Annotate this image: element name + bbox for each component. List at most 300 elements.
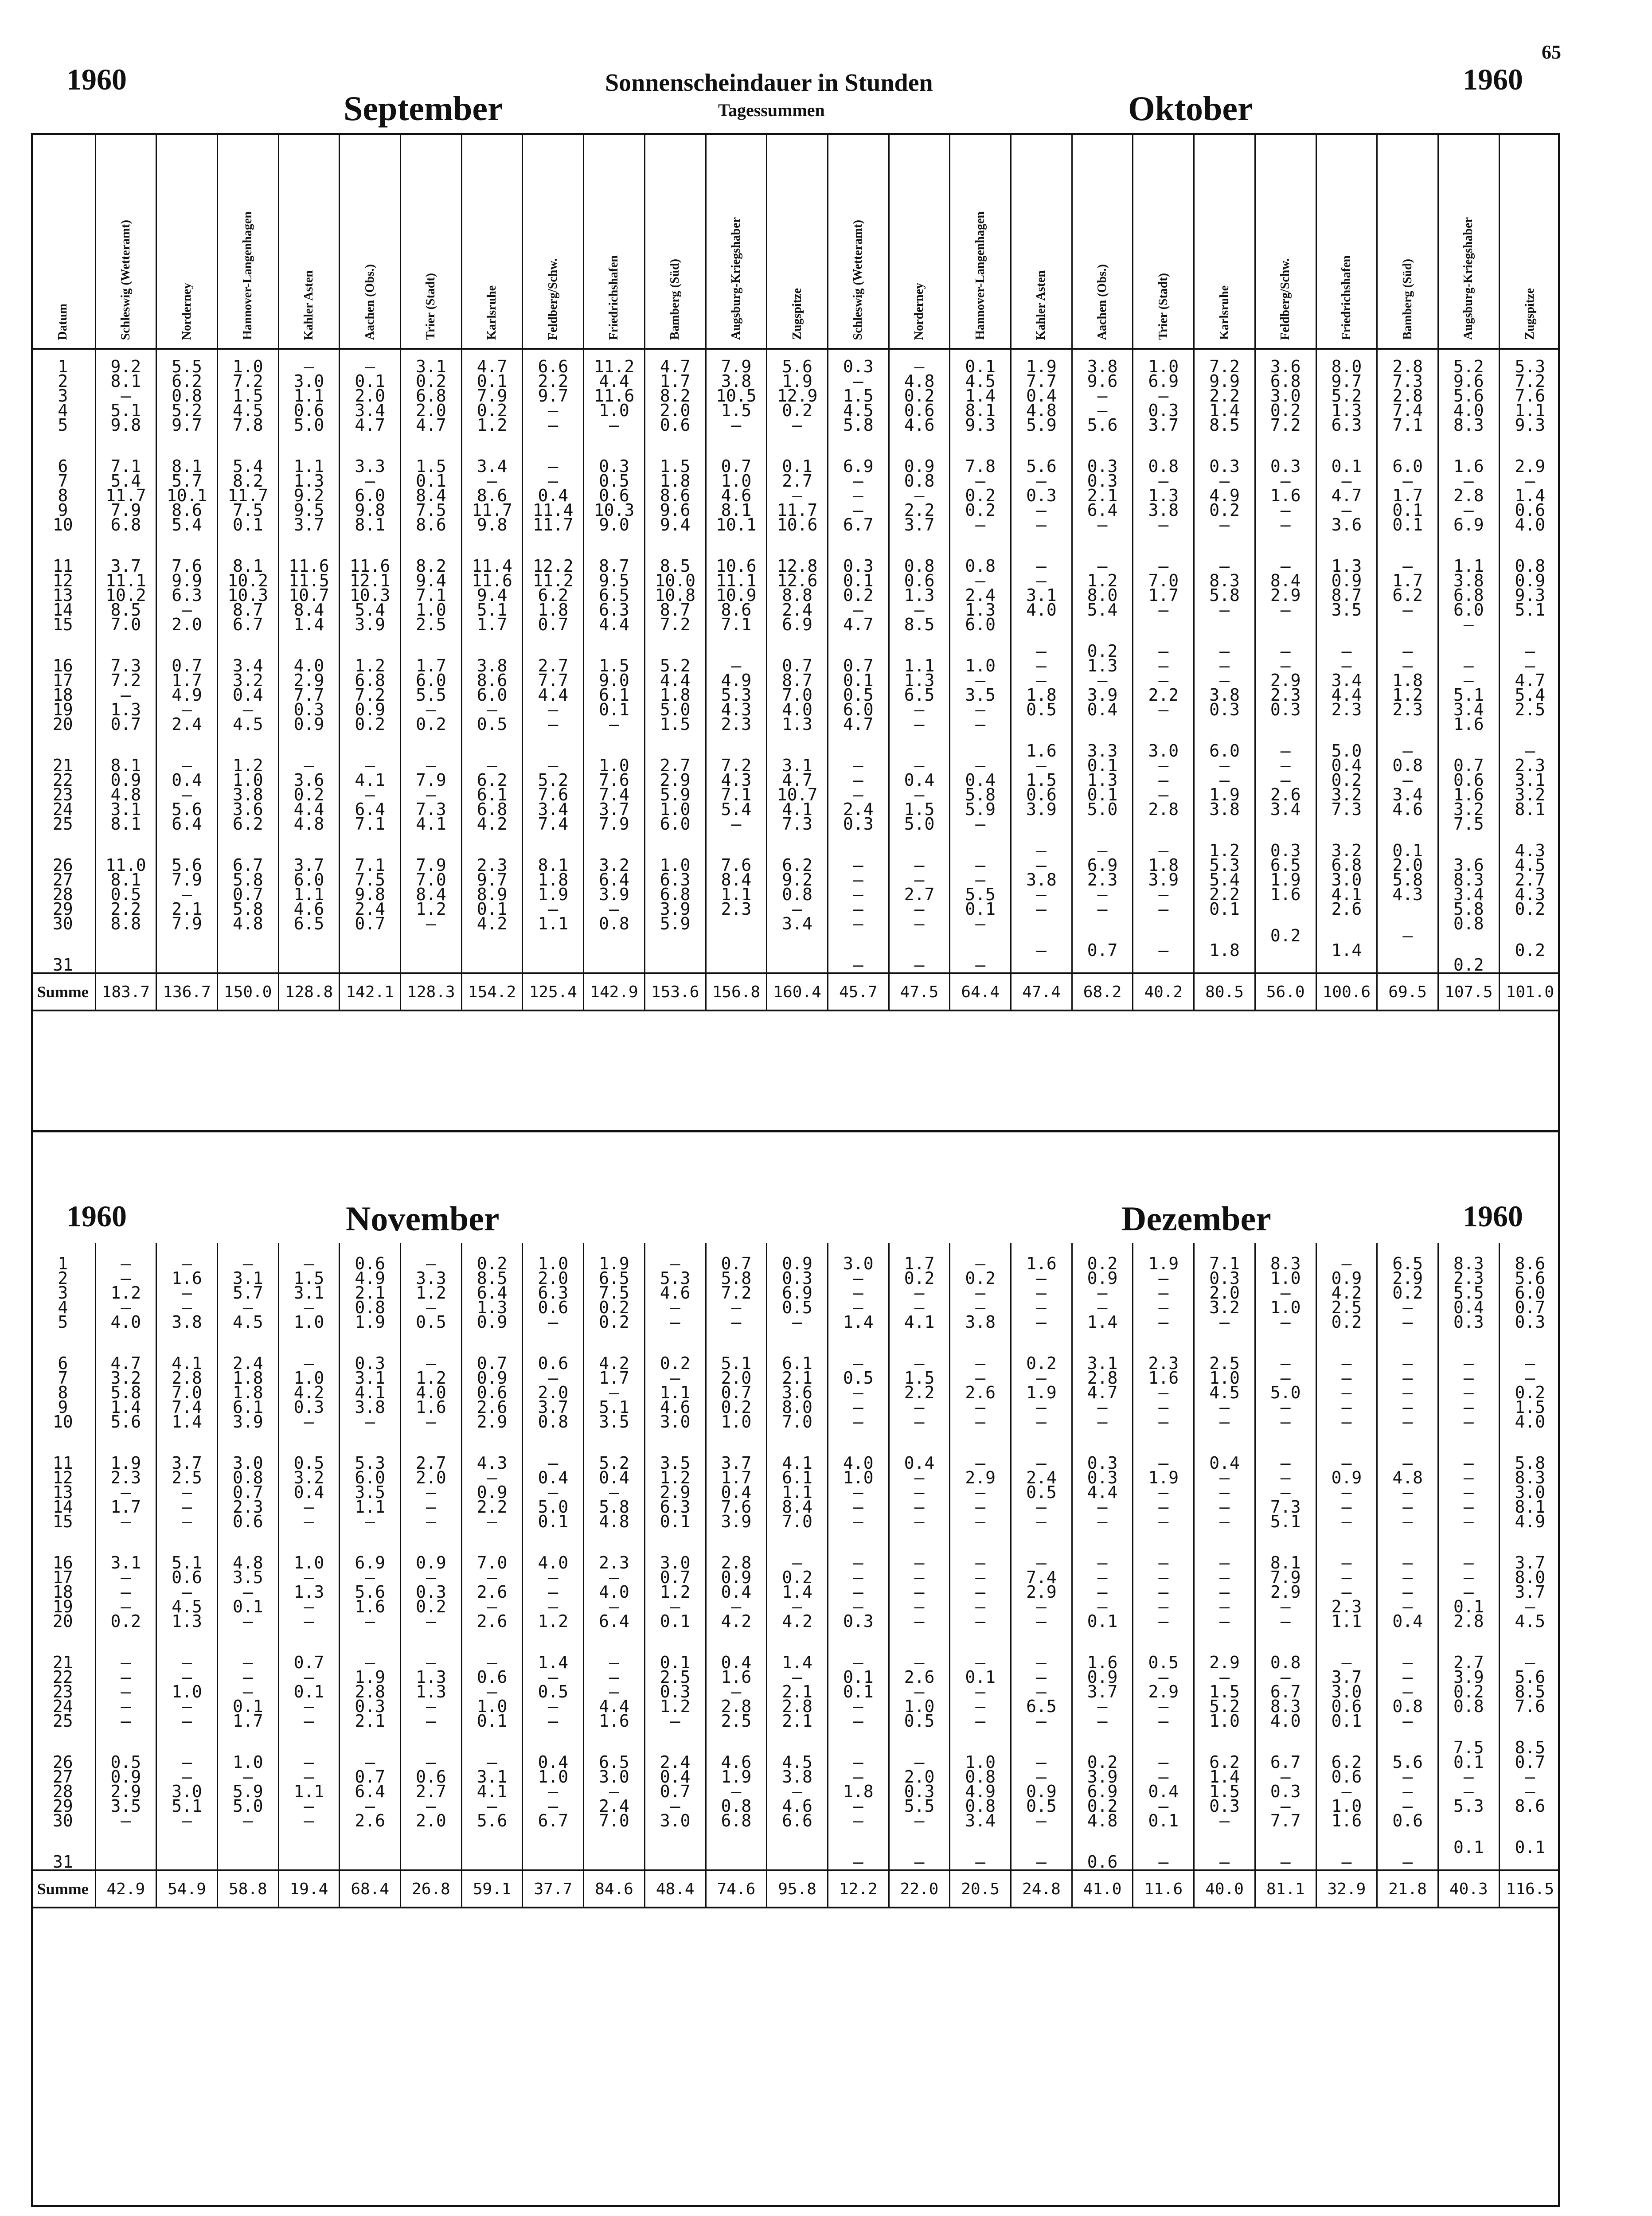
cell-value: – xyxy=(1402,1553,1413,1572)
cell-value: 2.6 xyxy=(476,1397,508,1417)
cell-value: – xyxy=(182,600,192,620)
cell-value: 0.1 xyxy=(1087,1611,1118,1631)
cell-value: – xyxy=(1097,1412,1108,1432)
cell-value: 2.6 xyxy=(904,1667,935,1687)
cell-value: – xyxy=(853,1553,863,1572)
cell-value: 3.0 xyxy=(1148,741,1179,761)
cell-value: 2.3 xyxy=(721,899,752,919)
table-november-dezember xyxy=(31,1243,1560,1908)
sum-value: 95.8 xyxy=(767,1870,828,1908)
cell-value: 8.5 xyxy=(110,600,141,620)
cell-value: – xyxy=(975,855,986,875)
cell-value: – xyxy=(1158,1268,1169,1288)
cell-value: 6.9 xyxy=(1087,855,1118,875)
cell-value: 8.8 xyxy=(782,585,812,605)
cell-value: 1.3 xyxy=(1331,556,1362,576)
cell-value: 8.4 xyxy=(1270,571,1301,590)
cell-value: 4.1 xyxy=(782,1453,812,1473)
cell-value: – xyxy=(1158,885,1169,904)
cell-value: 1.7 xyxy=(172,671,202,690)
cell-value: 4.2 xyxy=(476,914,508,933)
cell-value: – xyxy=(1341,1453,1352,1473)
cell-value: 0.2 xyxy=(1270,401,1301,420)
day-number: 21 xyxy=(52,1653,73,1672)
cell-value: 4.7 xyxy=(660,357,691,376)
station-column xyxy=(1072,349,1133,973)
cell-value: 4.0 xyxy=(1515,515,1546,534)
cell-value: – xyxy=(792,1667,803,1687)
cell-value: – xyxy=(731,814,742,834)
sum-value: 84.6 xyxy=(584,1870,645,1908)
cell-value: – xyxy=(609,415,619,435)
cell-value: 3.0 xyxy=(1331,1682,1362,1701)
cell-value: 0.3 xyxy=(1515,1312,1546,1332)
cell-value: 7.1 xyxy=(355,855,385,875)
station-name: Norderney xyxy=(180,282,194,340)
cell-value: 9.7 xyxy=(476,870,508,890)
cell-value: – xyxy=(1463,1497,1474,1517)
cell-value: 7.2 xyxy=(355,685,385,705)
cell-value: 5.6 xyxy=(172,800,202,819)
cell-value: 0.7 xyxy=(1453,756,1484,775)
cell-value: 6.2 xyxy=(232,814,263,834)
cell-value: 4.6 xyxy=(721,486,752,505)
cell-value: – xyxy=(426,1752,436,1772)
cell-value: 2.4 xyxy=(599,1796,629,1816)
cell-value: 10.7 xyxy=(289,585,329,605)
cell-value: – xyxy=(1158,641,1169,661)
cell-value: 2.3 xyxy=(110,1468,141,1487)
cell-value: 3.0 xyxy=(1270,386,1301,406)
cell-value: 3.8 xyxy=(1087,357,1118,376)
cell-value: 1.8 xyxy=(232,1383,263,1402)
cell-value: 8.1 xyxy=(1515,1497,1546,1517)
day-number: 11 xyxy=(52,556,73,576)
cell-value: – xyxy=(914,1512,925,1531)
day-number: 1 xyxy=(58,1254,68,1273)
cell-value: 9.4 xyxy=(660,515,691,534)
sum-value: 101.0 xyxy=(1499,973,1560,1010)
cell-value: 0.4 xyxy=(538,1468,569,1487)
cell-value: – xyxy=(1280,656,1291,675)
cell-value: – xyxy=(914,1682,925,1701)
cell-value: 4.1 xyxy=(355,1383,385,1402)
cell-value: 2.0 xyxy=(904,1767,935,1787)
cell-value: – xyxy=(609,1597,619,1616)
cell-value: 7.8 xyxy=(965,456,996,476)
cell-value: – xyxy=(914,785,925,804)
cell-value: 7.3 xyxy=(1392,371,1423,391)
cell-value: – xyxy=(548,401,558,420)
cell-value: 3.0 xyxy=(1515,1483,1546,1502)
cell-value: – xyxy=(975,1512,986,1531)
cell-value: – xyxy=(609,899,619,919)
cell-value: – xyxy=(1402,556,1413,576)
cell-value: 6.1 xyxy=(476,785,508,804)
cell-value: 8.0 xyxy=(782,1397,812,1417)
cell-value: 5.1 xyxy=(721,1354,752,1373)
day-number: 3 xyxy=(58,386,68,406)
cell-value: – xyxy=(975,1653,986,1672)
cell-value: 4.5 xyxy=(172,1597,202,1616)
cell-value: – xyxy=(1036,1298,1047,1317)
cell-value: 6.5 xyxy=(904,685,935,705)
station-column xyxy=(1133,349,1194,973)
cell-value: – xyxy=(1525,1767,1535,1787)
cell-value: – xyxy=(304,1711,314,1731)
cell-value: – xyxy=(548,1782,558,1801)
cell-value: 2.3 xyxy=(1087,870,1118,890)
day-number: 19 xyxy=(52,1597,73,1616)
cell-value: 3.9 xyxy=(1087,685,1118,705)
cell-value: 1.0 xyxy=(1331,1796,1362,1816)
cell-value: 10.5 xyxy=(716,386,757,406)
cell-value: 0.5 xyxy=(538,1682,569,1701)
cell-value: 0.3 xyxy=(1026,486,1057,505)
cell-value: 7.0 xyxy=(782,685,812,705)
cell-value: – xyxy=(1097,1597,1108,1616)
cell-value: 0.1 xyxy=(1209,899,1240,919)
cell-value: 10.9 xyxy=(716,585,757,605)
cell-value: 0.8 xyxy=(172,386,202,406)
cell-value: – xyxy=(1219,1582,1230,1602)
cell-value: 1.9 xyxy=(599,1254,629,1273)
cell-value: 3.6 xyxy=(782,1383,812,1402)
cell-value: 0.1 xyxy=(1392,841,1423,860)
day-number: 12 xyxy=(52,1468,73,1487)
cell-value: – xyxy=(1158,940,1169,960)
cell-value: 1.2 xyxy=(232,756,263,775)
cell-value: – xyxy=(426,756,436,775)
day-number: 14 xyxy=(52,600,73,620)
cell-value: 3.9 xyxy=(1087,1767,1118,1787)
cell-value: – xyxy=(1402,1568,1413,1587)
cell-value: – xyxy=(1280,1453,1291,1473)
cell-value: 0.3 xyxy=(1087,1453,1118,1473)
cell-value: 7.3 xyxy=(416,800,446,819)
cell-value: 2.7 xyxy=(538,656,569,675)
cell-value: 9.4 xyxy=(476,585,508,605)
cell-value: 7.2 xyxy=(721,1283,752,1303)
cell-value: 3.8 xyxy=(1148,500,1179,520)
cell-value: 0.9 xyxy=(476,1368,508,1388)
cell-value: 1.4 xyxy=(1515,486,1546,505)
cell-value: 5.4 xyxy=(232,456,263,476)
cell-value: 3.7 xyxy=(172,1453,202,1473)
cell-value: 1.4 xyxy=(782,1582,812,1602)
cell-value: 1.6 xyxy=(1148,1368,1179,1388)
cell-value: – xyxy=(487,1653,497,1672)
station-name: Friedrichshafen xyxy=(607,255,621,340)
cell-value: 0.8 xyxy=(904,556,935,576)
cell-value: – xyxy=(609,1682,619,1701)
cell-value: – xyxy=(1463,671,1474,690)
cell-value: 4.6 xyxy=(660,1283,691,1303)
cell-value: – xyxy=(1280,1852,1291,1872)
cell-value: – xyxy=(304,756,314,775)
cell-value: 6.7 xyxy=(843,515,874,534)
cell-value: 1.4 xyxy=(843,1312,874,1332)
cell-value: 3.2 xyxy=(110,1368,141,1388)
cell-value: – xyxy=(426,1354,436,1373)
cell-value: 5.1 xyxy=(1515,600,1546,620)
cell-value: 0.8 xyxy=(904,471,935,491)
cell-value: – xyxy=(304,1298,314,1317)
cell-value: – xyxy=(853,1412,863,1432)
cell-value: 2.1 xyxy=(1087,486,1118,505)
cell-value: 10.8 xyxy=(655,585,695,605)
station-column xyxy=(217,349,278,973)
cell-value: 1.7 xyxy=(476,615,508,634)
cell-value: 11.2 xyxy=(594,357,635,376)
cell-value: – xyxy=(853,1483,863,1502)
cell-value: 6.3 xyxy=(599,600,629,620)
cell-value: 6.1 xyxy=(782,1354,812,1373)
cell-value: 8.1 xyxy=(110,870,141,890)
cell-value: 0.2 xyxy=(782,1568,812,1587)
cell-value: 7.7 xyxy=(538,671,569,690)
cell-value: – xyxy=(1463,1453,1474,1473)
cell-value: 2.8 xyxy=(172,1368,202,1388)
cell-value: 4.7 xyxy=(110,1354,141,1373)
cell-value: 0.8 xyxy=(1453,914,1484,933)
cell-value: 7.3 xyxy=(782,814,812,834)
cell-value: – xyxy=(487,1468,497,1487)
cell-value: – xyxy=(1219,770,1230,790)
cell-value: 6.5 xyxy=(1392,1254,1423,1273)
cell-value: 1.1 xyxy=(1453,556,1484,576)
cell-value: 11.0 xyxy=(105,855,146,875)
cell-value: 3.4 xyxy=(232,656,263,675)
cell-value: 3.3 xyxy=(416,1268,446,1288)
cell-value: 5.6 xyxy=(476,1811,508,1830)
cell-value: – xyxy=(1463,500,1474,520)
cell-value: – xyxy=(975,1453,986,1473)
cell-value: 2.5 xyxy=(1515,700,1546,719)
cell-value: – xyxy=(975,955,986,975)
cell-value: 1.1 xyxy=(293,1782,324,1801)
cell-value: 1.5 xyxy=(1515,1397,1546,1417)
cell-value: 3.8 xyxy=(476,656,508,675)
cell-value: 8.4 xyxy=(782,1497,812,1517)
cell-value: – xyxy=(914,600,925,620)
station-name: Hannover-Langenhagen xyxy=(241,211,255,340)
cell-value: 1.0 xyxy=(232,770,263,790)
cell-value: 0.8 xyxy=(721,1796,752,1816)
cell-value: – xyxy=(609,1568,619,1587)
station-header xyxy=(1377,135,1438,349)
cell-value: 0.3 xyxy=(782,1268,812,1288)
cell-value: 0.3 xyxy=(416,1582,446,1602)
cell-value: 1.3 xyxy=(1087,656,1118,675)
cell-value: 8.1 xyxy=(110,756,141,775)
cell-value: – xyxy=(1280,1597,1291,1616)
cell-value: 6.2 xyxy=(1209,1752,1240,1772)
cell-value: 5.3 xyxy=(355,1453,385,1473)
cell-value: 9.8 xyxy=(355,500,385,520)
cell-value: 2.0 xyxy=(721,1368,752,1388)
cell-value: 8.5 xyxy=(476,1268,508,1288)
cell-value: 4.5 xyxy=(232,401,263,420)
cell-value: 7.9 xyxy=(172,870,202,890)
cell-value: 0.6 xyxy=(904,401,935,420)
cell-value: 6.3 xyxy=(660,1497,691,1517)
cell-value: – xyxy=(365,1512,375,1531)
cell-value: 2.8 xyxy=(1087,1368,1118,1388)
cell-value: 8.0 xyxy=(1331,357,1362,376)
cell-value: – xyxy=(914,700,925,719)
cell-value: – xyxy=(1036,656,1047,675)
cell-value: – xyxy=(121,386,131,406)
cell-value: 1.0 xyxy=(965,656,996,675)
station-column xyxy=(1438,1243,1499,1870)
cell-value: 6.0 xyxy=(416,671,446,690)
cell-value: 6.9 xyxy=(782,1283,812,1303)
cell-value: – xyxy=(1158,1497,1169,1517)
cell-value: 3.8 xyxy=(965,1312,996,1332)
cell-value: 11.6 xyxy=(349,556,391,576)
cell-value: – xyxy=(1158,515,1169,534)
cell-value: 0.6 xyxy=(1392,1811,1423,1830)
station-column xyxy=(1499,349,1560,973)
cell-value: – xyxy=(1402,641,1413,661)
cell-value: 3.9 xyxy=(599,885,629,904)
cell-value: 0.9 xyxy=(1087,1667,1118,1687)
cell-value: – xyxy=(1036,671,1047,690)
cell-value: 8.5 xyxy=(904,615,935,634)
cell-value: 0.6 xyxy=(1331,1697,1362,1716)
station-header xyxy=(1499,135,1560,349)
cell-value: – xyxy=(1280,641,1291,661)
cell-value: 8.6 xyxy=(721,600,752,620)
cell-value: – xyxy=(304,1767,314,1787)
cell-value: 0.2 xyxy=(1515,1383,1546,1402)
cell-value: 4.5 xyxy=(1515,1611,1546,1631)
cell-value: 0.3 xyxy=(355,1697,385,1716)
cell-value: 4.4 xyxy=(599,371,629,391)
cell-value: 6.5 xyxy=(599,585,629,605)
cell-value: – xyxy=(670,1597,680,1616)
cell-value: – xyxy=(1463,1553,1474,1572)
cell-value: – xyxy=(426,1653,436,1672)
cell-value: 1.0 xyxy=(1270,1268,1301,1288)
cell-value: – xyxy=(1036,841,1047,860)
cell-value: 4.8 xyxy=(1026,401,1057,420)
cell-value: 3.7 xyxy=(721,1453,752,1473)
sum-value: 12.2 xyxy=(828,1870,889,1908)
station-column xyxy=(644,349,706,973)
cell-value: 4.8 xyxy=(110,785,141,804)
cell-value: 1.0 xyxy=(293,1368,324,1388)
cell-value: 4.3 xyxy=(721,700,752,719)
page-number: 65 xyxy=(1542,41,1561,63)
cell-value: 5.6 xyxy=(1392,1752,1423,1772)
cell-value: – xyxy=(853,1767,863,1787)
cell-value: – xyxy=(1036,1611,1047,1631)
cell-value: 1.9 xyxy=(782,371,812,391)
cell-value: 0.4 xyxy=(1209,1453,1240,1473)
cell-value: – xyxy=(1036,1597,1047,1616)
cell-value: – xyxy=(853,500,863,520)
cell-value: 0.9 xyxy=(110,1767,141,1787)
cell-value: – xyxy=(1219,1412,1230,1432)
cell-value: – xyxy=(1036,1268,1047,1288)
cell-value: 3.9 xyxy=(1148,870,1179,890)
cell-value: 3.5 xyxy=(110,1796,141,1816)
cell-value: 0.1 xyxy=(1453,1838,1484,1857)
sum-value: 116.5 xyxy=(1499,1870,1560,1908)
cell-value: – xyxy=(731,1312,742,1332)
cell-value: 0.5 xyxy=(843,1368,874,1388)
cell-value: – xyxy=(853,1512,863,1531)
cell-value: – xyxy=(853,1497,863,1517)
cell-value: – xyxy=(1158,1611,1169,1631)
cell-value: 3.7 xyxy=(1331,1667,1362,1687)
cell-value: – xyxy=(1036,1667,1047,1687)
cell-value: – xyxy=(1097,1512,1108,1531)
station-column xyxy=(889,1243,950,1870)
cell-value: – xyxy=(853,1811,863,1830)
cell-value: 0.1 xyxy=(1148,1811,1179,1830)
sum-value: 125.4 xyxy=(523,973,584,1010)
cell-value: – xyxy=(1158,1752,1169,1772)
cell-value: 0.7 xyxy=(1087,940,1118,960)
cell-value: 2.0 xyxy=(416,401,446,420)
cell-value: – xyxy=(1341,1653,1352,1672)
cell-value: 0.4 xyxy=(1087,700,1118,719)
cell-value: 5.8 xyxy=(232,899,263,919)
cell-value: 7.5 xyxy=(355,870,385,890)
cell-value: 5.2 xyxy=(1331,386,1362,406)
cell-value: 4.6 xyxy=(904,415,935,435)
cell-value: 5.8 xyxy=(1209,585,1240,605)
cell-value: 4.9 xyxy=(172,685,202,705)
cell-value: 7.1 xyxy=(355,814,385,834)
cell-value: – xyxy=(1402,1597,1413,1616)
cell-value: 5.5 xyxy=(904,1796,935,1816)
cell-value: 5.9 xyxy=(965,800,996,819)
day-number: 17 xyxy=(52,1568,73,1587)
cell-value: – xyxy=(1097,1298,1108,1317)
table-september-oktober xyxy=(31,135,1560,1011)
cell-value: 6.9 xyxy=(1453,515,1484,534)
cell-value: – xyxy=(1402,1453,1413,1473)
cell-value: 9.5 xyxy=(599,571,629,590)
cell-value: 6.1 xyxy=(599,685,629,705)
day-number: 6 xyxy=(58,456,68,476)
cell-value: 7.9 xyxy=(721,357,752,376)
cell-value: 2.0 xyxy=(1209,1283,1240,1303)
cell-value: 2.4 xyxy=(172,714,202,734)
cell-value: – xyxy=(304,1667,314,1687)
cell-value: – xyxy=(1036,899,1047,919)
cell-value: 4.0 xyxy=(1453,401,1484,420)
cell-value: 0.1 xyxy=(293,1682,324,1701)
cell-value: 0.5 xyxy=(110,885,141,904)
cell-value: 1.5 xyxy=(904,1368,935,1388)
sum-value: 45.7 xyxy=(828,973,889,1010)
cell-value: 0.4 xyxy=(538,1752,569,1772)
cell-value: 1.6 xyxy=(1026,741,1057,761)
cell-value: 1.8 xyxy=(232,1368,263,1388)
cell-value: 0.6 xyxy=(1026,785,1057,804)
cell-value: – xyxy=(1402,1497,1413,1517)
cell-value: – xyxy=(792,1312,803,1332)
cell-value: 1.5 xyxy=(1026,770,1057,790)
cell-value: 2.7 xyxy=(904,885,935,904)
cell-value: 11.4 xyxy=(472,556,512,576)
cell-value: 2.7 xyxy=(660,756,691,775)
